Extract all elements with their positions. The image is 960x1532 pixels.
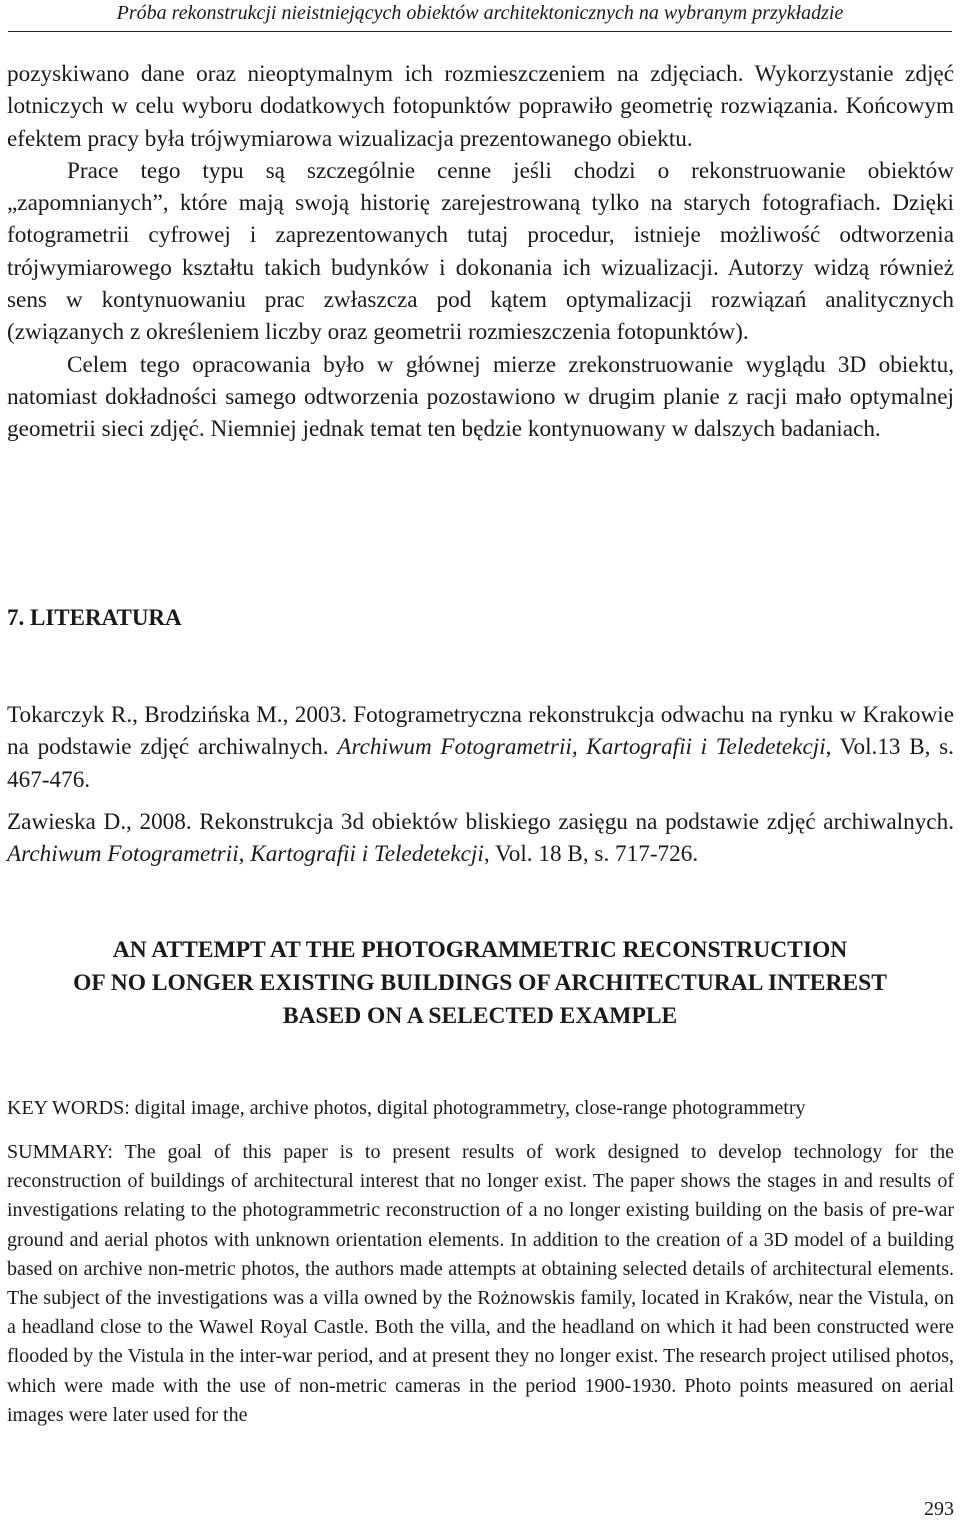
reference-list [7, 699, 954, 880]
paragraph: pozyskiwano dane oraz nieoptymalnym ich rozmieszczeniem na zdjęciach. Wykorzystanie zdjęć lotniczych w celu wyboru dodatkowych fotopunktów poprawiło geometrię rozwiązania. Końcowym efektem pracy była trójwymiarowa wizualizacja prezentowanego obiektu. [7, 61, 954, 152]
english-title-line: BASED ON A SELECTED EXAMPLE [282, 1003, 678, 1029]
page-number: 293 [924, 1498, 954, 1520]
reference-details: , Vol. 18 B, s. 717-726. [483, 841, 699, 868]
reference-authors-title: Zawieska D., 2008. Rekonstrukcja 3d obiektów bliskiego zasięgu na podstawie zdjęć archiwalnych. [7, 808, 954, 835]
body-text [7, 58, 954, 446]
paragraph: Celem tego opracowania było w głównej mierze zrekonstruowanie wyglądu 3D obiektu, natomiast dokładności samego odtworzenia pozostawiono w drugim planie z racji mało optymalnej geometrii sieci zdjęć. Niemniej jednak temat ten będzie kontynuowany w dalszych badaniach. [7, 351, 954, 443]
english-title-line: AN ATTEMPT AT THE PHOTOGRAMMETRIC RECONSTRUCTION [112, 937, 848, 963]
running-header: Próba rekonstrukcji nieistniejących obiektów architektonicznych na wybranym przykładzie [116, 2, 844, 24]
reference-item [7, 699, 954, 796]
section-heading: 7. LITERATURA [7, 605, 182, 630]
keywords: KEY WORDS: digital image, archive photos, digital photogrammetry, close-range photogrammetry [7, 1097, 806, 1119]
summary: SUMMARY: The goal of this paper is to present results of work designed to develop technology for the reconstruction of buildings of architectural interest that no longer exist. The paper shows the stages in and results of investigations relating to the photogrammetric reconstruction of a no longer existing building on the basis of pre-war ground and aerial photos with unknown orientation elements. In addition to the creation of a 3D model of a building based on archive non-metric photos, the authors made attempts at obtaining selected details of architectural elements. The subject of the investigations was a villa owned by the Rożnowskis family, located in Kraków, near the Vistula, on a headland close to the Wawel Royal Castle. Both the villa, and the headland on which it had been constructed were flooded by the Vistula in the inter-war period, and at present they no longer exist. The research project utilised photos, which were made with the use of non-metric cameras in the period 1900-1930. Photo points measured on aerial images were later used for the [7, 1141, 954, 1426]
header-rule [8, 31, 952, 32]
english-title [0, 934, 960, 1033]
reference-authors-title: Tokarczyk R., Brodzińska M., 2003. Fotogrametryczna rekonstrukcja odwachu na rynku w Krakowie na podstawie zdjęć archiwalnych. [7, 702, 954, 761]
reference-details: , Vol.13 B, s. 467-476. [7, 734, 954, 793]
english-title-line: OF NO LONGER EXISTING BUILDINGS OF ARCHITECTURAL INTEREST [73, 970, 887, 996]
reference-item [7, 806, 954, 871]
paragraph: Prace tego typu są szczególnie cenne jeśli chodzi o rekonstruowanie obiektów „zapomnianych”, które mają swoją historię zarejestrowaną tylko na starych fotografiach. Dzięki fotogrametrii cyfrowej i zaprezentowanych tutaj procedur, istnieje możliwość odtworzenia trójwymiarowego kształtu takich budynków i dokonania ich wizualizacji. Autorzy widzą również sens w kontynuowaniu prac zwłaszcza pod kątem optymalizacji rozwiązań analitycznych (związanych z określeniem liczby oraz geometrii rozmieszczenia fotopunktów). [7, 157, 954, 346]
reference-journal: Archiwum Fotogrametrii, Kartografii i Teledetekcji [337, 734, 826, 761]
reference-journal: Archiwum Fotogrametrii, Kartografii i Teledetekcji [7, 841, 484, 868]
